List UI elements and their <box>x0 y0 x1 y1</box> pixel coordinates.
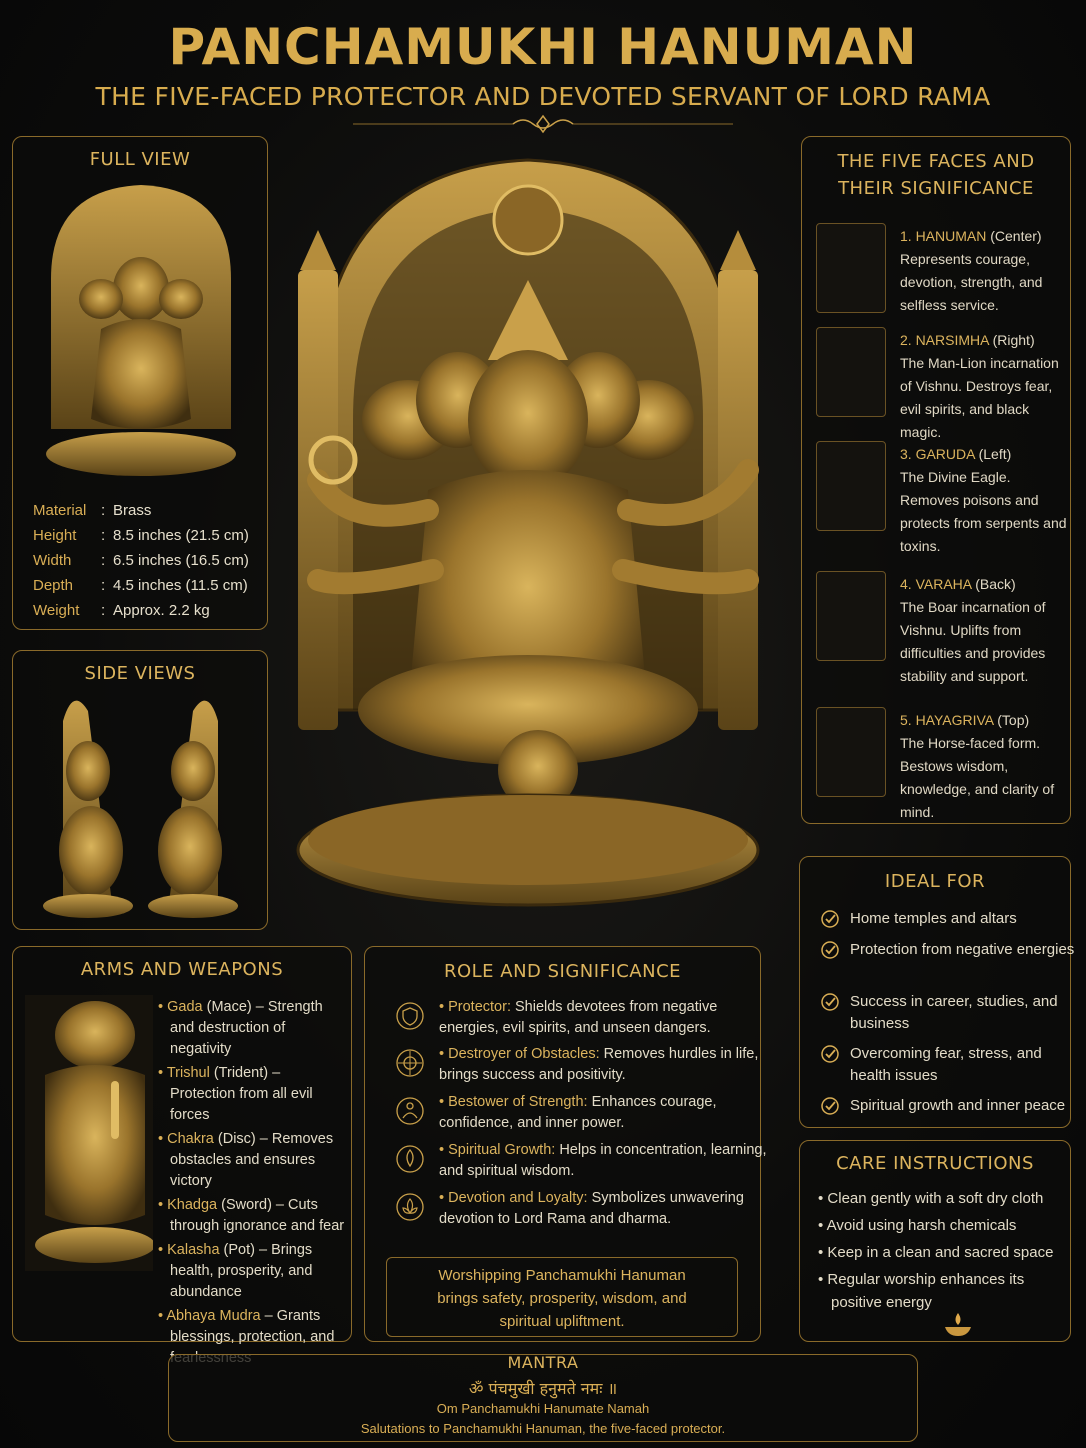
five-faces-title-line1: THE FIVE FACES AND <box>837 151 1035 172</box>
full-view-panel <box>12 136 268 630</box>
lotus-icon <box>395 1192 425 1222</box>
mantra-sanskrit: ॐ पंचमुखी हनुमते नमः ॥ <box>468 1379 618 1398</box>
role-significance-panel: ROLE AND SIGNIFICANCE • Protector: Shields devotees from negative energies, evil spirits, and unseen dangers. • Destroyer of Obstacles: Removes hurdles in life, brings success and positivity. • Bestower of Strength: Enhances courage, confidence, and inner power. • Spiritual Growth: Helps in concentration, learning, and spiritual wisdom. • Devotion and Loyalty: Symbolizes unwavering devotion to Lord Rama and dharma. Worshipping Panchamukhi Hanuman brings safety, prosperity, wisdom, and spiritual upliftment. <box>364 946 761 1342</box>
mantra-title: MANTRA <box>507 1353 579 1372</box>
care-item: • Regular worship enhances its positive energy <box>818 1271 1025 1311</box>
check-circle-icon <box>820 909 840 929</box>
side-views-panel <box>12 650 268 930</box>
mantra-meaning: Salutations to Panchamukhi Hanuman, the five-faced protector. <box>360 1421 726 1436</box>
five-faces-panel: THE FIVE FACES AND THEIR SIGNIFICANCE 1. HANUMAN (Center) Represents courage, devotion, strength, and selfless service. 2. NARSIMHA (Right) The Man-Lion incarnation of Vishnu. Destroys fear, evil spirits, and black magic. 3. GARUDA (Left) The Divine Eagle. Removes poisons and protects from serpents and toxins. 4. VARAHA (Back) The Boar incarnation of Vishnu. Uplifts from difficulties and provides stability and support. 5. HAYAGRIVA (Top) The Horse-faced form. Bestows wisdom, knowledge, and clarity of mind. <box>801 136 1071 824</box>
worship-callout-text: Worshipping Panchamukhi Hanuman brings safety, prosperity, wisdom, and spiritual upliftment. <box>437 1267 687 1330</box>
check-circle-icon <box>820 992 840 1012</box>
varaha-face-image <box>816 571 886 661</box>
ideal-for-panel: IDEAL FOR Home temples and altars Protection from negative energies Success in career, studies, and business Overcoming fear, stress, and health issues Spiritual growth and inner peace <box>799 856 1071 1128</box>
worship-callout <box>386 1257 738 1337</box>
spec-height: Height : 8.5 inches (21.5 cm) <box>33 527 249 544</box>
title-divider-ornament <box>353 114 733 136</box>
side-views-title: SIDE VIEWS <box>84 663 196 684</box>
mantra-panel <box>168 1354 918 1442</box>
page-subtitle: THE FIVE-FACED PROTECTOR AND DEVOTED SERVANT OF LORD RAMA <box>95 82 991 111</box>
shield-icon <box>395 1001 425 1031</box>
care-title: CARE INSTRUCTIONS <box>836 1153 1034 1174</box>
care-instructions-panel <box>799 1140 1071 1342</box>
arms-weapons-panel <box>12 946 352 1345</box>
full-view-statue-image <box>31 179 251 479</box>
care-item: • Clean gently with a soft dry cloth <box>818 1190 1044 1207</box>
strength-icon <box>395 1096 425 1126</box>
full-view-title: FULL VIEW <box>89 149 191 170</box>
arms-item: • Gada (Mace) – Strength and destruction of negativity <box>158 999 323 1057</box>
check-circle-icon <box>820 940 840 960</box>
arms-statue-image <box>25 995 153 1271</box>
narsimha-face-image <box>816 327 886 417</box>
chakra-icon <box>395 1048 425 1078</box>
arms-title: ARMS AND WEAPONS <box>80 959 284 980</box>
spec-material: Material : Brass <box>33 502 152 519</box>
five-faces-title-line2: THEIR SIGNIFICANCE <box>838 178 1034 199</box>
arms-item: • Khadga (Sword) – Cuts through ignorance and fear <box>158 1197 345 1234</box>
arms-item: • Chakra (Disc) – Removes obstacles and ensures victory <box>158 1131 334 1189</box>
arms-item: • Kalasha (Pot) – Brings health, prosperity, and abundance <box>158 1242 313 1300</box>
care-item: • Avoid using harsh chemicals <box>818 1217 1017 1234</box>
diya-lamp-icon <box>942 1311 974 1339</box>
role-title: ROLE AND SIGNIFICANCE <box>443 961 682 982</box>
garuda-face-image <box>816 441 886 531</box>
flame-icon <box>395 1144 425 1174</box>
side-view-left-image <box>33 681 133 921</box>
side-view-right-image <box>148 681 248 921</box>
arms-item: • Trishul (Trident) – Protection from all evil forces <box>158 1065 313 1123</box>
hayagriva-face-image <box>816 707 886 797</box>
spec-width: Width : 6.5 inches (16.5 cm) <box>33 552 249 569</box>
mantra-transliteration: Om Panchamukhi Hanumate Namah <box>436 1401 650 1416</box>
page-title: PANCHAMUKHI HANUMAN <box>168 18 918 76</box>
main-statue-image <box>258 150 798 930</box>
spec-depth: Depth : 4.5 inches (11.5 cm) <box>33 577 248 594</box>
spec-weight: Weight : Approx. 2.2 kg <box>33 602 210 619</box>
check-circle-icon <box>820 1096 840 1116</box>
ideal-for-title: IDEAL FOR <box>884 871 986 892</box>
care-item: • Keep in a clean and sacred space <box>818 1244 1054 1261</box>
arms-list <box>158 997 346 1372</box>
check-circle-icon <box>820 1044 840 1064</box>
hanuman-face-image <box>816 223 886 313</box>
arms-item: • Abhaya Mudra – Grants blessings, protection, and <box>158 1308 335 1345</box>
